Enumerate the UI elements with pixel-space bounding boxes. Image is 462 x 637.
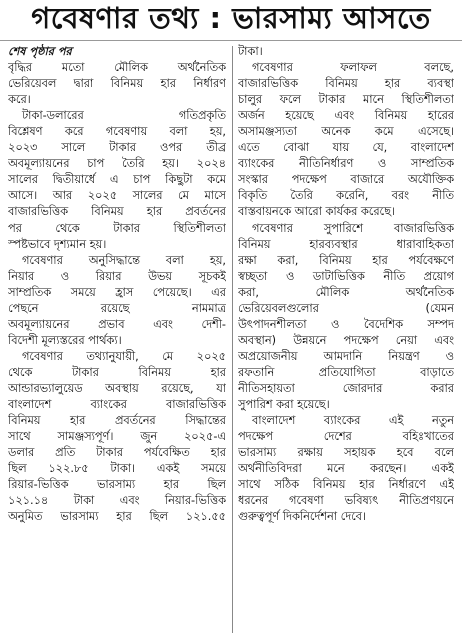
text-line: বাংলাদেশ ব্যাংকের এই নতুন: [252, 414, 454, 428]
article-headline: গবেষণার তথ্য : ভারসাম্য আসতে: [0, 0, 462, 41]
text-line: সালের দ্বিতীয়ার্ধে এ চাপ কিছুটা কমে: [8, 173, 226, 187]
text-line: সাথে সঠিক বিনিময় হার নির্ধারণে এই: [238, 478, 454, 492]
text-line: অবমূল্যায়নের প্রভাব এবং দেশী-: [8, 317, 226, 331]
text-line: সাথে সামঞ্জস্যপূর্ণ। জুন ২০২৫-এ: [8, 430, 226, 444]
text-line: বিনিময় হার প্রবর্তনের সিদ্ধান্তের: [8, 414, 226, 428]
text-line: বাংলাদেশ ব্যাংকের বাজারভিত্তিক: [8, 398, 226, 412]
text-line: নীতিসহায়তা জোরদার করার: [238, 381, 454, 395]
text-line: ভেরিয়েবল দ্বারা বিনিময় হার নির্ধারণ: [8, 77, 226, 91]
text-line: পেছনে রয়েছে নামমাত্র: [8, 301, 226, 315]
text-line: এতে বোঝা যায় যে, বাংলাদেশ: [238, 141, 454, 155]
text-line: গুরুত্বপূর্ণ দিকনির্দেশনা দেবে।: [238, 510, 367, 524]
text-line: রফতানি প্রতিযোগিতা বাড়াতে: [238, 365, 454, 379]
text-line: ধরনের গবেষণা ভবিষ্যৎ নীতিপ্রণয়নে: [238, 494, 454, 508]
text-line: পর থেকে টাকার স্থিতিশীলতা: [8, 221, 226, 235]
text-line: ব্যাংকের নীতিনির্ধারণ ও সাম্প্রতিক: [238, 157, 454, 171]
text-line: টাকা-ডলারের গতিপ্রকৃতি: [22, 109, 226, 123]
column-divider: [232, 46, 233, 633]
text-line: গবেষণার অনুসিদ্ধান্তে বলা হয়,: [22, 253, 226, 267]
text-line: অবস্থান) উন্নয়নে পদক্ষেপ নেয়া এবং: [238, 333, 454, 347]
text-line: অসামঞ্জস্যতা অনেক কমে এসেছে।: [238, 125, 454, 139]
text-line: ছিল ১২২.৮৫ টাকা। একই সময়ে: [8, 462, 226, 476]
text-line: অবমূল্যায়নের চাপ তৈরি হয়। ২০২৪: [8, 157, 226, 171]
text-line: সুপারিশ করা হয়েছে।: [238, 398, 330, 412]
text-line: টাকা।: [238, 45, 263, 58]
text-line: বিনিময় হারব্যবস্থার ধারাবাহিকতা: [238, 237, 454, 251]
text-line: বাজারভিত্তিক বিনিময় হার প্রবর্তনের: [8, 205, 226, 219]
text-line: অর্জন হয়েছে এবং বিনিময় হারের: [238, 109, 454, 123]
text-line: নিয়ার ও রিয়ার উভয় সূচকই: [8, 269, 226, 283]
text-line: স্বচ্ছতা ও ডাটাভিত্তিক নীতি প্রয়োগ: [238, 269, 454, 283]
text-line: করে।: [8, 93, 31, 107]
text-line: ১২১.১৪ টাকা এবং নিয়ার-ভিত্তিক: [8, 494, 226, 508]
text-line: উৎপাদনশীলতা ও বৈদেশিক সম্পদ: [238, 317, 454, 331]
text-line: ভেরিয়েবলগুলোর (যেমন: [238, 301, 454, 315]
text-line: আন্ডারভ্যালুয়েড অবস্থায় রয়েছে, যা: [8, 381, 226, 395]
text-line: পদক্ষেপ দেশের বহিঃখাতের: [238, 430, 454, 444]
left-column: [8, 44, 226, 635]
text-line: রক্ষা করা, বিনিময় হার পর্যবেক্ষণে: [238, 253, 454, 267]
text-line: সংস্কার পদক্ষেপ বাজারে অযৌক্তিক: [238, 173, 454, 187]
text-line: চালুর ফলে টাকার মানে স্থিতিশীলতা: [238, 93, 454, 107]
article-body: [8, 44, 454, 635]
text-line: করা, মৌলিক অর্থনৈতিক: [238, 285, 454, 299]
text-line: গবেষণার সুপারিশে বাজারভিত্তিক: [252, 221, 454, 235]
text-line: অনুমিত ভারসাম্য হার ছিল ১২১.৫৫: [8, 510, 226, 524]
text-line: রিয়ার-ভিত্তিক ভারসাম্য হার ছিল: [8, 478, 226, 492]
text-line: আসে। আর ২০২৫ সালের মে মাসে: [8, 189, 226, 203]
text-line: ডলার প্রতি টাকার পর্যবেক্ষিত হার: [8, 446, 226, 460]
text-line: সাম্প্রতিক সময়ে হ্রাস পেয়েছে। এর: [8, 285, 226, 299]
text-line: গবেষণার তথ্যানুযায়ী, মে ২০২৫: [22, 349, 226, 363]
text-line: থেকে টাকার বিনিময় হার: [8, 365, 226, 379]
text-line: ভারসাম্য রক্ষায় সহায়ক হবে বলে: [238, 446, 454, 460]
text-line: অপ্রয়োজনীয় আমদানি নিয়ন্ত্রণ ও: [238, 349, 454, 363]
text-line: অর্থনীতিবিদরা মনে করছেন। একই: [238, 462, 454, 476]
right-column: [238, 44, 454, 635]
text-line: বাস্তবায়নকে আরো কার্যকর করেছে।: [238, 205, 395, 219]
continuation-kicker: শেষ পৃষ্ঠার পর: [8, 45, 72, 58]
text-line: বৃদ্ধির মতো মৌলিক অর্থনৈতিক: [8, 61, 226, 75]
text-line: স্পষ্টভাবে দৃশ্যমান হয়।: [8, 237, 107, 251]
text-line: বিদেশী মূল্যস্তরের পার্থক্য।: [8, 333, 122, 347]
text-line: গবেষণার ফলাফল বলছে,: [252, 61, 454, 75]
text-line: বিশ্লেষণ করে গবেষণায় বলা হয়,: [8, 125, 226, 139]
text-line: বিকৃতি তৈরি করেনি, বরং নীতি: [238, 189, 454, 203]
text-line: ২০২৩ সালে টাকার ওপর তীব্র: [8, 141, 226, 155]
text-line: বাজারভিত্তিক বিনিময় হার ব্যবস্থা: [238, 77, 454, 91]
